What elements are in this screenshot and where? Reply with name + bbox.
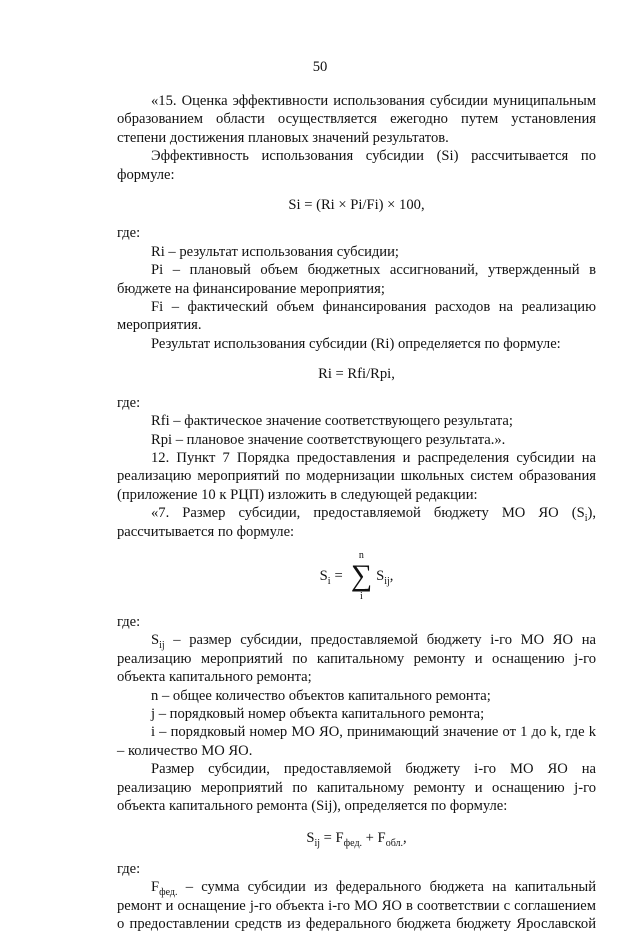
definition-j: j – порядковый номер объекта капитального ремонта; [151, 705, 485, 722]
formula-term: $S_{ij}$, [376, 567, 394, 587]
formula-sij: $S_{ij} = F_{фед.} + F_{обл.}$, [306, 830, 407, 850]
paragraph-sij: Размер субсидии, предоставляемой бюджету i-го МО ЯО на реализацию мероприятий по капитальному ремонту и оснащению j-го объекта капитального ремонта (Sij), определяется по формуле: [117, 761, 596, 814]
definition-ri: Ri – результат использования субсидии; [151, 243, 399, 260]
paragraph-12: 12. Пункт 7 Порядка предоставления и распределения субсидии на реализацию мероприятий по модернизации школьных систем образования (приложение 10 к РЦП) изложить в следующей редакции: [117, 449, 596, 503]
where-label: где: [117, 613, 141, 630]
formula-si: Si = (Ri × Pi/Fi) × 100, [288, 197, 425, 214]
sum-lower-limit: i [360, 590, 363, 602]
paragraph-efficiency: Эффективность использования субсидии (Si) рассчитывается по формуле: [117, 148, 596, 183]
formula-lhs: $S_i$ [319, 567, 331, 587]
sum-upper-limit: n [358, 549, 364, 561]
definition-rpi: Rpi – плановое значение соответствующего результата.». [151, 431, 506, 448]
paragraph-ri: Результат использования субсидии (Ri) определяется по формуле: [151, 335, 561, 352]
document-body [117, 92, 596, 933]
formula-ri: Ri = Rfi/Rpi, [318, 366, 395, 383]
definition-n: n – общее количество объектов капитального ремонта; [151, 687, 491, 704]
definition-pi: Pi – плановый объем бюджетных ассигнований, утвержденный в бюджете на финансирование мероприятия; [117, 262, 596, 297]
where-label: где: [117, 394, 141, 411]
where-label: где: [117, 860, 141, 877]
sigma-symbol: ∑ [350, 558, 373, 592]
formula-equals: = [334, 567, 343, 584]
definition-fi: Fi – фактический объем финансирования расходов на реализацию мероприятия. [117, 299, 596, 334]
definition-sij: $S_{ij}$ – размер субсидии, предоставляемой бюджету i-го МО ЯО на реализацию мероприятий по капитальному ремонту и оснащению j-го объекта капитального ремонта; [117, 632, 596, 686]
definition-rfi: Rfi – фактическое значение соответствующего результата; [151, 413, 513, 430]
page-number: 50 [312, 59, 328, 75]
where-label: где: [117, 225, 141, 242]
sigma-sum-icon [351, 550, 372, 602]
definition-i: i – порядковый номер МО ЯО, принимающий значение от 1 до k, где k – количество МО ЯО. [117, 724, 596, 759]
formula-sum-si [117, 543, 596, 609]
definition-ffed: $F_{фед.}$ – сумма субсидии из федерального бюджета на капитальный ремонт и оснащение j-го объекта i-го МО ЯО в соответствии с соглашением о предоставлении средств из федерального бюджета бюджету Ярославской [117, 879, 596, 933]
paragraph-15: «15. Оценка эффективности использования субсидии муниципальным образованием области осуществляется ежегодно путем установления степени достижения плановых значений результатов. [117, 93, 596, 146]
paragraph-7: «7. Размер субсидии, предоставляемой бюджету МО ЯО $(S_i)$, рассчитывается по формуле: [117, 505, 596, 540]
